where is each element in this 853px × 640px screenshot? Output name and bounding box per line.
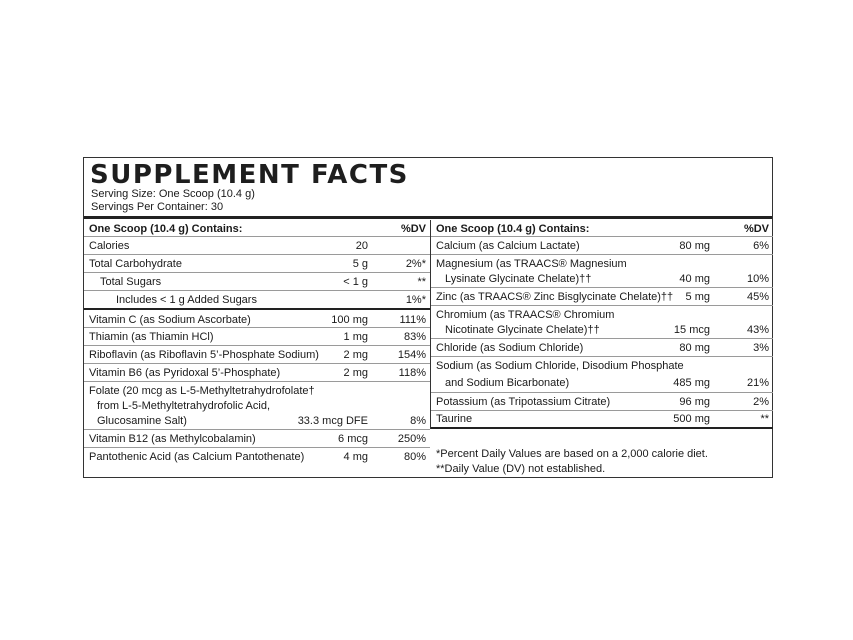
heavy-rule [84, 216, 772, 219]
nutrient-name: Chloride (as Sodium Chloride) [436, 342, 584, 354]
nutrient-dv: 250% [397, 433, 426, 445]
nutrient-name: Taurine [436, 413, 473, 425]
nutrient-amount: 1 mg [343, 331, 368, 343]
nutrient-dv: 118% [398, 367, 426, 379]
nutrient-name-cont: Lysinate Glycinate Chelate)†† [445, 273, 592, 285]
left-nutrient-column [84, 220, 430, 466]
table-row [431, 339, 773, 357]
nutrient-name: Riboflavin (as Riboflavin 5’-Phosphate Sodium) [89, 349, 319, 361]
nutrient-amount: 80 mg [679, 240, 710, 252]
nutrient-name: Potassium (as Tripotassium Citrate) [436, 396, 611, 408]
servings-per-container: Servings Per Container: 30 [91, 201, 224, 213]
left-header-row [84, 220, 430, 237]
nutrient-name: Total Sugars [100, 276, 162, 288]
nutrient-name-cont: from L-5-Methyltetrahydrofolic Acid, [97, 400, 271, 412]
nutrient-amount: 15 mcg [673, 324, 710, 336]
nutrient-amount: 20 [355, 240, 368, 252]
nutrient-name: Vitamin B6 (as Pyridoxal 5’-Phosphate) [89, 367, 281, 379]
table-row [84, 255, 430, 273]
nutrient-name: Total Carbohydrate [89, 258, 182, 270]
table-row [84, 364, 430, 382]
nutrient-dv: 83% [403, 331, 426, 343]
nutrient-amount: 40 mg [679, 273, 710, 285]
nutrient-dv: 21% [746, 377, 769, 389]
nutrient-amount: 6 mcg [338, 433, 368, 445]
right-header-label: One Scoop (10.4 g) Contains: [436, 223, 590, 235]
nutrient-name: Pantothenic Acid (as Calcium Pantothenate) [89, 451, 305, 463]
footnote-percent-dv: *Percent Daily Values are based on a 2,000 calorie diet. [436, 448, 708, 460]
table-row [431, 357, 773, 393]
nutrient-name: Includes < 1 g Added Sugars [116, 294, 257, 306]
right-header-row [431, 220, 773, 237]
table-row [84, 448, 430, 466]
table-row [84, 273, 430, 291]
nutrient-name-cont: Glucosamine Salt) [97, 415, 187, 427]
nutrient-amount: 5 g [352, 258, 368, 270]
nutrient-dv: 2%* [405, 258, 426, 270]
nutrient-amount: 485 mg [673, 377, 710, 389]
nutrient-dv: 8% [410, 415, 426, 427]
right-header-dv: %DV [743, 223, 769, 235]
nutrient-dv: 45% [746, 291, 769, 303]
nutrient-amount: 80 mg [679, 342, 710, 354]
left-header-dv: %DV [400, 223, 426, 235]
table-row [431, 411, 773, 429]
table-row [84, 328, 430, 346]
nutrient-dv: 10% [746, 273, 769, 285]
nutrient-amount: 100 mg [331, 314, 368, 326]
right-nutrient-column [430, 220, 773, 475]
nutrient-name: Thiamin (as Thiamin HCl) [89, 331, 214, 343]
nutrient-amount: 4 mg [343, 451, 368, 463]
nutrient-name-cont: Nicotinate Glycinate Chelate)†† [445, 324, 600, 336]
nutrient-dv: 3% [753, 342, 769, 354]
table-row [431, 237, 773, 255]
nutrient-amount: 5 mg [685, 291, 710, 303]
panel-title: SUPPLEMENT FACTS [90, 160, 409, 190]
table-row [84, 382, 430, 430]
nutrient-amount: 96 mg [679, 396, 710, 408]
nutrient-name: Zinc (as TRAACS® Zinc Bisglycinate Chelate)†† [436, 291, 674, 303]
table-row [84, 291, 430, 310]
nutrient-dv: 80% [403, 451, 426, 463]
nutrient-name: Sodium (as Sodium Chloride, Disodium Phosphate [436, 360, 684, 372]
nutrient-amount: 500 mg [673, 413, 710, 425]
nutrient-name: Calories [89, 240, 130, 252]
nutrient-dv: ** [417, 276, 426, 288]
table-row [84, 430, 430, 448]
nutrient-name-cont: and Sodium Bicarbonate) [445, 377, 570, 389]
nutrient-name: Vitamin C (as Sodium Ascorbate) [89, 314, 251, 326]
left-header-label: One Scoop (10.4 g) Contains: [89, 223, 243, 235]
table-row [84, 346, 430, 364]
footnote-dv-not-established: **Daily Value (DV) not established. [436, 463, 606, 475]
nutrient-dv: 154% [397, 349, 426, 361]
table-row [431, 255, 773, 288]
nutrient-name: Chromium (as TRAACS® Chromium [436, 309, 615, 321]
nutrient-amount: < 1 g [343, 276, 368, 288]
table-row [431, 288, 773, 306]
serving-size: Serving Size: One Scoop (10.4 g) [91, 188, 255, 200]
nutrient-dv: 43% [746, 324, 769, 336]
nutrient-dv: 2% [753, 396, 769, 408]
nutrient-amount: 2 mg [343, 349, 368, 361]
table-row [84, 237, 430, 255]
nutrient-dv: 1%* [405, 294, 426, 306]
table-row [84, 310, 430, 328]
nutrient-dv: 111% [399, 314, 426, 326]
nutrient-name: Vitamin B12 (as Methylcobalamin) [89, 433, 256, 445]
nutrient-amount: 2 mg [343, 367, 368, 379]
nutrient-dv: 6% [753, 240, 769, 252]
table-row [431, 393, 773, 411]
supplement-facts-panel [83, 157, 773, 478]
nutrient-name: Folate (20 mcg as L-5-Methyltetrahydrofolate† [89, 385, 315, 397]
nutrient-name: Magnesium (as TRAACS® Magnesium [436, 258, 627, 270]
table-row [431, 306, 773, 339]
nutrient-amount: 33.3 mcg DFE [297, 415, 368, 427]
nutrient-name: Calcium (as Calcium Lactate) [436, 240, 580, 252]
nutrient-dv: ** [760, 413, 769, 425]
